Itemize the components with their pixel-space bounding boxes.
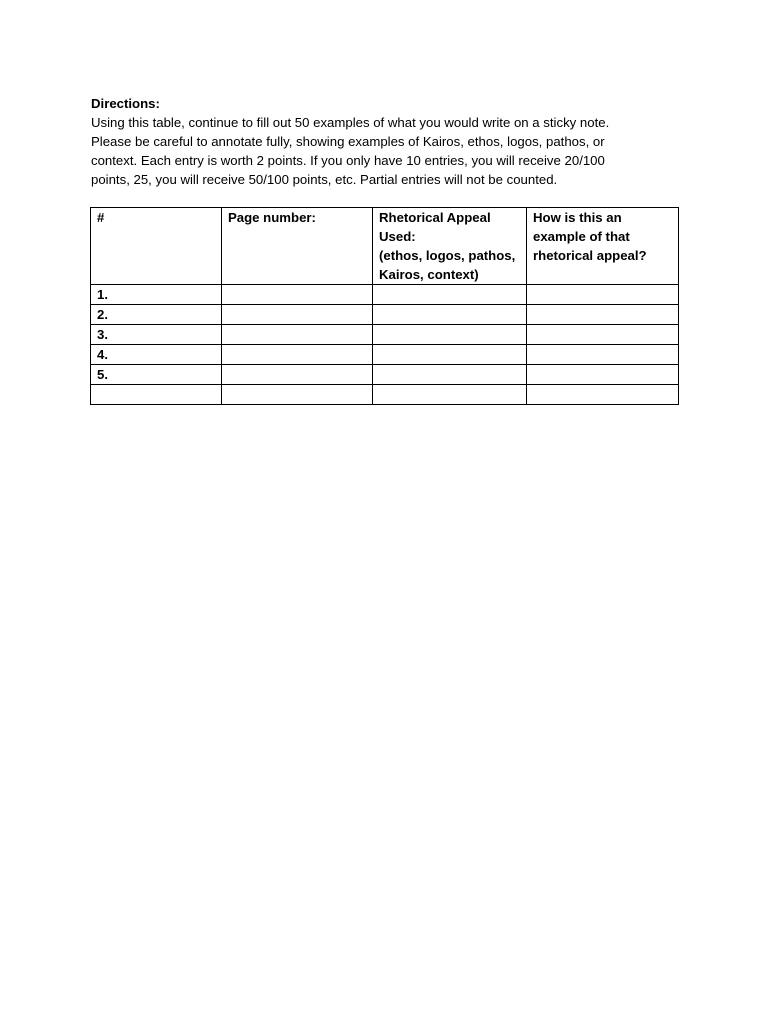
cell-how[interactable] [527,325,679,345]
table-row [91,305,679,325]
cell-number: 4. [91,345,222,365]
header-appeal-line: (ethos, logos, pathos, [379,248,516,263]
cell-page-number[interactable] [222,285,373,305]
cell-how[interactable] [527,365,679,385]
table-row [91,385,679,405]
cell-appeal[interactable] [373,325,527,345]
cell-page-number[interactable] [222,325,373,345]
table-row [91,325,679,345]
table-row [91,285,679,305]
cell-number: 3. [91,325,222,345]
cell-page-number[interactable] [222,385,373,405]
directions-block [91,94,691,189]
header-how-line: rhetorical appeal? [533,248,647,263]
header-appeal-line: Used: [379,229,416,244]
cell-page-number[interactable] [222,345,373,365]
header-rhetorical-appeal [373,208,527,285]
annotation-table [90,207,679,405]
header-page-number-label: Page number: [228,210,316,225]
cell-page-number[interactable] [222,305,373,325]
cell-number: 5. [91,365,222,385]
header-appeal-line: Kairos, context) [379,267,479,282]
cell-appeal[interactable] [373,305,527,325]
cell-appeal[interactable] [373,345,527,365]
header-how-line: example of that [533,229,630,244]
cell-how[interactable] [527,305,679,325]
directions-line: context. Each entry is worth 2 points. If you only have 10 entries, you will receive 20/100 [91,153,605,168]
directions-heading: Directions: [91,96,160,111]
header-page-number [222,208,373,285]
table-row [91,365,679,385]
table-row [91,345,679,365]
header-how-example [527,208,679,285]
cell-number: 1. [91,285,222,305]
cell-how[interactable] [527,345,679,365]
directions-line: points, 25, you will receive 50/100 points, etc. Partial entries will not be counted. [91,172,558,187]
cell-number: 2. [91,305,222,325]
cell-how[interactable] [527,285,679,305]
cell-how[interactable] [527,385,679,405]
cell-appeal[interactable] [373,365,527,385]
directions-line: Please be careful to annotate fully, showing examples of Kairos, ethos, logos, pathos, or [91,134,605,149]
table-header-row [91,208,679,285]
header-number [91,208,222,285]
header-how-line: How is this an [533,210,622,225]
cell-appeal[interactable] [373,285,527,305]
header-appeal-line: Rhetorical Appeal [379,210,491,225]
cell-number [91,385,222,405]
directions-line: Using this table, continue to fill out 50 examples of what you would write on a sticky note. [91,115,610,130]
cell-appeal[interactable] [373,385,527,405]
cell-page-number[interactable] [222,365,373,385]
header-number-label: # [97,210,105,225]
